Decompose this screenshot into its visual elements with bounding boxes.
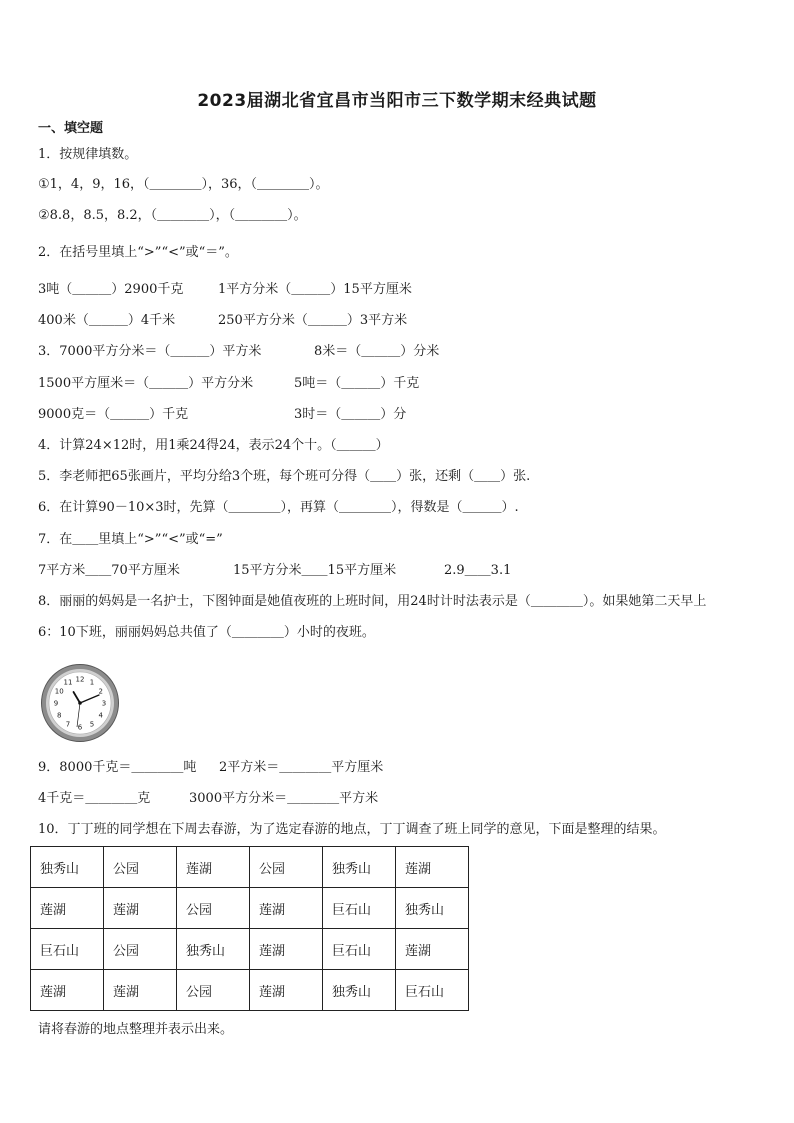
- table-row: [31, 847, 469, 888]
- clock-number: 5: [89, 720, 95, 729]
- question-6: 6．在计算90－10×3时，先算（＿＿＿＿），再算（＿＿＿＿），得数是（＿＿＿）.: [38, 500, 519, 515]
- table-cell: 公园: [177, 970, 250, 1011]
- table-cell: 独秀山: [31, 847, 104, 888]
- table-row: [31, 929, 469, 970]
- question-5: 5．李老师把65张画片，平均分给3个班，每个班可分得（＿＿）张，还剩（＿＿）张.: [38, 469, 531, 484]
- table-cell: 莲湖: [396, 929, 469, 970]
- question-8-line-2: 6：10下班，丽丽妈妈总共值了（＿＿＿＿）小时的夜班。: [38, 625, 375, 640]
- question-1-part-a: ①1，4，9，16，（＿＿＿＿），36，（＿＿＿＿）。: [38, 177, 329, 192]
- table-cell: 莲湖: [250, 970, 323, 1011]
- table-cell: 莲湖: [396, 847, 469, 888]
- section-heading: 一、填空题: [38, 121, 104, 136]
- table-cell: 莲湖: [250, 888, 323, 929]
- question-1-stem: 1．按规律填数。: [38, 147, 138, 162]
- clock-number: 1: [89, 678, 95, 687]
- clock-number: 9: [53, 699, 59, 708]
- table-cell: 巨石山: [396, 970, 469, 1011]
- question-3-item: 9000克＝（＿＿＿）千克: [38, 407, 189, 422]
- question-10-stem: 10．丁丁班的同学想在下周去春游，为了选定春游的地点，丁丁调查了班上同学的意见，下面是整理的结果。: [38, 822, 666, 837]
- question-2-item: 3吨（＿＿＿）2900千克: [38, 282, 184, 297]
- question-8-line-1: 8．丽丽的妈妈是一名护士，下图钟面是她值夜班的上班时间，用24时计时法表示是（＿＿＿＿）。如果她第二天早上: [38, 594, 707, 609]
- table-cell: 巨石山: [31, 929, 104, 970]
- clock-face: [40, 663, 120, 743]
- clock-number: 10: [54, 687, 64, 696]
- question-9-item: 4千克＝＿＿＿＿克: [38, 791, 151, 806]
- question-1-part-b: ②8.8，8.5，8.2，（＿＿＿＿），（＿＿＿＿）。: [38, 208, 307, 223]
- clock-number: 2: [98, 687, 104, 696]
- question-3-item: 8米＝（＿＿＿）分米: [314, 344, 440, 359]
- table-cell: 公园: [104, 847, 177, 888]
- clock-number: 7: [65, 720, 71, 729]
- table-row: [31, 888, 469, 929]
- clock-number: 11: [63, 678, 73, 687]
- question-3-item: 1500平方厘米＝（＿＿＿）平方分米: [38, 376, 254, 391]
- clock-number: 8: [56, 711, 62, 720]
- clock-number: 6: [77, 723, 83, 732]
- table-cell: 莲湖: [104, 970, 177, 1011]
- table-cell: 公园: [250, 847, 323, 888]
- table-cell: 莲湖: [250, 929, 323, 970]
- clock-number: 4: [98, 711, 104, 720]
- table-cell: 莲湖: [177, 847, 250, 888]
- question-7-item: 2.9＿＿3.1: [444, 563, 512, 578]
- survey-table: [30, 846, 469, 1011]
- clock-number: 3: [101, 699, 107, 708]
- table-cell: 独秀山: [177, 929, 250, 970]
- table-cell: 莲湖: [31, 970, 104, 1011]
- question-3-item: 3时＝（＿＿＿）分: [294, 407, 407, 422]
- question-2-stem: 2．在括号里填上“>”“<”或“＝”。: [38, 245, 238, 260]
- question-3-item: 3．7000平方分米＝（＿＿＿）平方米: [38, 344, 262, 359]
- table-row: [31, 970, 469, 1011]
- question-9-item: 9．8000千克＝＿＿＿＿吨: [38, 760, 197, 775]
- table-cell: 巨石山: [323, 888, 396, 929]
- question-10-instruction: 请将春游的地点整理并表示出来。: [38, 1022, 234, 1037]
- table-cell: 公园: [104, 929, 177, 970]
- page-title: 2023届湖北省宜昌市当阳市三下数学期末经典试题: [197, 91, 597, 111]
- question-7-stem: 7．在＿＿里填上“>”“<”或“=”: [38, 532, 223, 547]
- question-2-item: 250平方分米（＿＿＿）3平方米: [218, 313, 408, 328]
- table-cell: 独秀山: [396, 888, 469, 929]
- table-cell: 独秀山: [323, 970, 396, 1011]
- table-cell: 公园: [177, 888, 250, 929]
- question-3-item: 5吨＝（＿＿＿）千克: [294, 376, 420, 391]
- question-7-item: 7平方米＿＿70平方厘米: [38, 563, 180, 578]
- question-9-item: 2平方米＝＿＿＿＿平方厘米: [219, 760, 384, 775]
- clock-number: 12: [75, 675, 85, 684]
- question-9-item: 3000平方分米＝＿＿＿＿平方米: [189, 791, 379, 806]
- question-2-item: 400米（＿＿＿）4千米: [38, 313, 176, 328]
- table-cell: 莲湖: [31, 888, 104, 929]
- question-4: 4．计算24×12时，用1乘24得24，表示24个十。（＿＿＿）: [38, 438, 389, 453]
- table-cell: 莲湖: [104, 888, 177, 929]
- table-cell: 独秀山: [323, 847, 396, 888]
- table-cell: 巨石山: [323, 929, 396, 970]
- question-2-item: 1平方分米（＿＿＿）15平方厘米: [218, 282, 412, 297]
- question-7-item: 15平方分米＿＿15平方厘米: [233, 563, 397, 578]
